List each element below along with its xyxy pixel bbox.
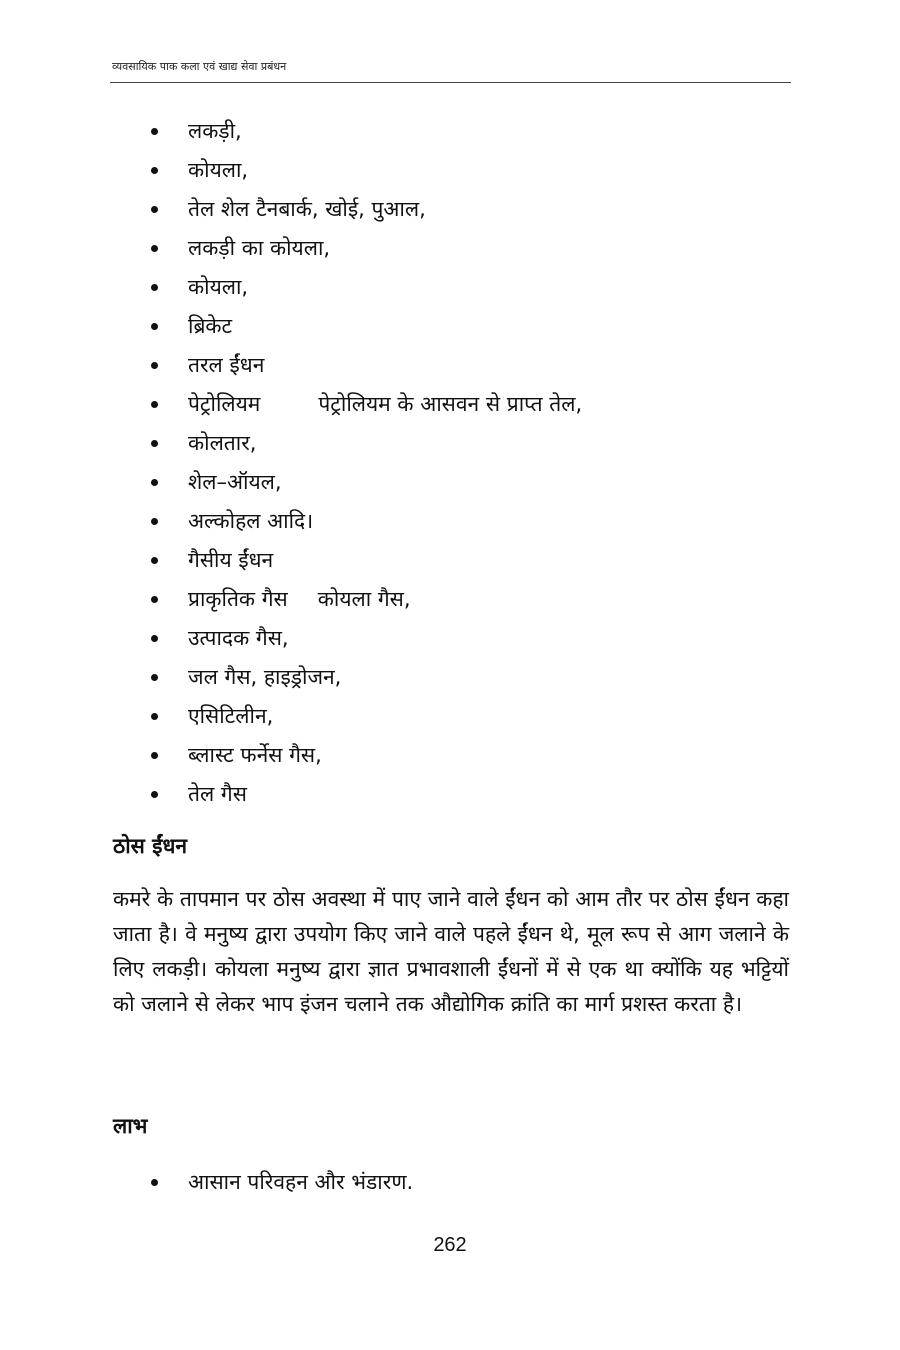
list-item bbox=[0, 502, 900, 541]
list-item-text: पेट्रोलियम bbox=[188, 392, 261, 416]
list-item-text: अल्कोहल आदि। bbox=[188, 509, 314, 533]
list-item bbox=[0, 190, 900, 229]
list-item-text: तेल गैस bbox=[188, 782, 247, 806]
list-item-text: कोयला, bbox=[188, 158, 249, 182]
list-item bbox=[0, 580, 900, 619]
list-item bbox=[0, 463, 900, 502]
bullet-icon bbox=[151, 791, 158, 798]
list-item-text: लकड़ी, bbox=[188, 119, 242, 143]
bullet-icon bbox=[151, 674, 158, 681]
list-item-text: कोलतार, bbox=[188, 431, 257, 455]
list-item bbox=[0, 385, 900, 424]
list-item-text: ब्रिकेट bbox=[188, 314, 233, 338]
list-item-text: प्राकृतिक गैस bbox=[188, 587, 288, 611]
benefits-list bbox=[0, 1163, 900, 1202]
list-item-text: आसान परिवहन और भंडारण. bbox=[188, 1170, 414, 1194]
bullet-icon bbox=[151, 284, 158, 291]
bullet-icon bbox=[151, 323, 158, 330]
bullet-icon bbox=[151, 557, 158, 564]
bullet-icon bbox=[151, 167, 158, 174]
list-item-text: लकड़ी का कोयला, bbox=[188, 236, 331, 260]
bullet-icon bbox=[151, 206, 158, 213]
list-item bbox=[0, 151, 900, 190]
list-item bbox=[0, 775, 900, 814]
bullet-icon bbox=[151, 1179, 158, 1186]
list-item-text-container bbox=[188, 580, 411, 619]
bullet-icon bbox=[151, 128, 158, 135]
list-item bbox=[0, 112, 900, 151]
list-item bbox=[0, 619, 900, 658]
list-item-text: शेल–ऑयल, bbox=[188, 470, 282, 494]
running-header: व्यवसायिक पाक कला एवं खाद्य सेवा प्रबंधन bbox=[112, 60, 287, 73]
bullet-icon bbox=[151, 635, 158, 642]
list-item bbox=[0, 1163, 900, 1202]
list-item-text: तेल शेल टैनबार्क, खोई, पुआल, bbox=[188, 197, 426, 221]
bullet-icon bbox=[151, 440, 158, 447]
list-item bbox=[0, 268, 900, 307]
bullet-icon bbox=[151, 245, 158, 252]
list-item-text: जल गैस, हाइड्रोजन, bbox=[188, 665, 342, 689]
list-item bbox=[0, 307, 900, 346]
list-item bbox=[0, 424, 900, 463]
list-item bbox=[0, 541, 900, 580]
bullet-icon bbox=[151, 518, 158, 525]
list-item-text: उत्पादक गैस, bbox=[188, 626, 289, 650]
section-heading-benefits: लाभ bbox=[113, 1114, 148, 1138]
section-heading-solid-fuel: ठोस ईंधन bbox=[113, 834, 188, 858]
bullet-icon bbox=[151, 479, 158, 486]
list-item-text: ब्लास्ट फर्नेस गैस, bbox=[188, 743, 322, 767]
list-item-text: कोयला, bbox=[188, 275, 249, 299]
list-item bbox=[0, 229, 900, 268]
list-item-text: तरल ईंधन bbox=[188, 353, 265, 377]
page-number: 262 bbox=[433, 1234, 467, 1256]
bullet-icon bbox=[151, 362, 158, 369]
header-divider bbox=[110, 82, 791, 83]
list-item-detail: कोयला गैस, bbox=[317, 587, 411, 611]
list-item-text-container bbox=[188, 385, 582, 424]
list-item bbox=[0, 658, 900, 697]
bullet-icon bbox=[151, 752, 158, 759]
fuel-list bbox=[0, 112, 900, 814]
list-item bbox=[0, 346, 900, 385]
bullet-icon bbox=[151, 596, 158, 603]
list-item-text: एसिटिलीन, bbox=[188, 704, 274, 728]
bullet-icon bbox=[151, 713, 158, 720]
list-item bbox=[0, 697, 900, 736]
list-item-detail: पेट्रोलियम के आसवन से प्राप्त तेल, bbox=[318, 392, 583, 416]
paragraph-solid-fuel: कमरे के तापमान पर ठोस अवस्था में पाए जाने वाले ईंधन को आम तौर पर ठोस ईंधन कहा जाता है। वे मनुष्य द्वारा उपयोग किए जाने वाले पहले ईंधन थे, मूल रूप से आग जलाने के लिए लकड़ी। कोयला मनुष्य द्वारा ज्ञात प्रभावशाली ईंधनों में से एक था क्योंकि यह भट्टियों को जलाने से लेकर भाप इंजन चलाने तक औद्योगिक क्रांति का मार्ग प्रशस्त करता है। bbox=[113, 887, 789, 1016]
bullet-icon bbox=[151, 401, 158, 408]
list-item bbox=[0, 736, 900, 775]
list-item-text: गैसीय ईंधन bbox=[188, 548, 274, 572]
